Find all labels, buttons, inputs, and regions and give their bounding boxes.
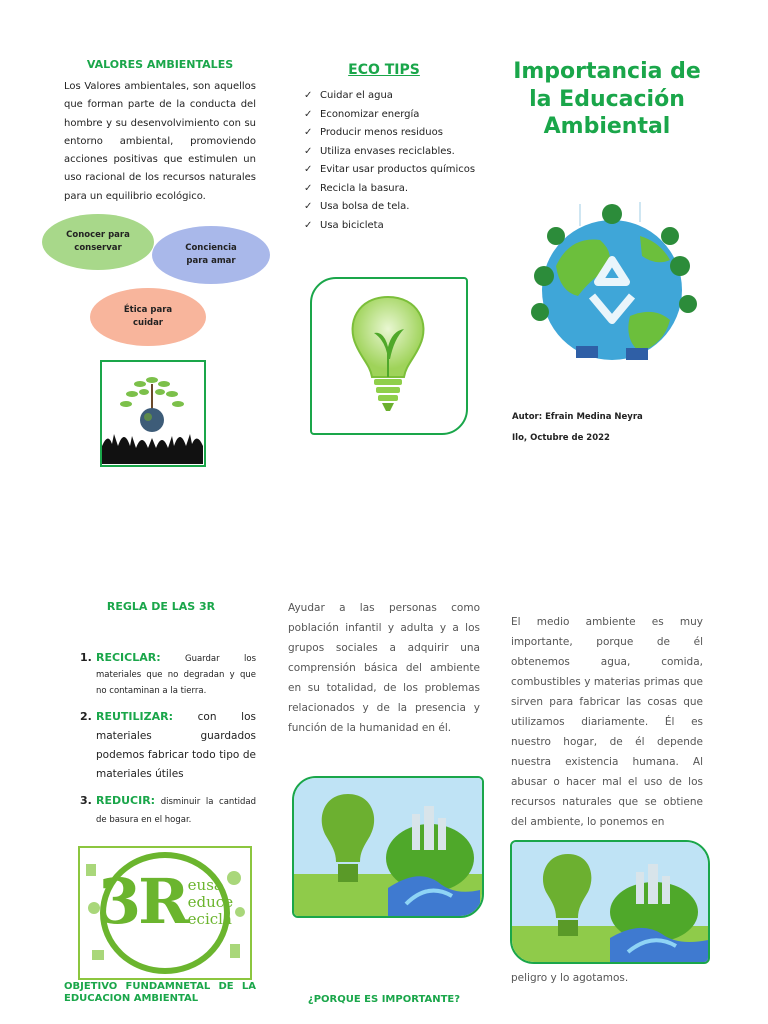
list-item: ✓ Usa bolsa de tela. (304, 198, 494, 217)
check-icon: ✓ (304, 108, 313, 120)
lightbulb-icon (312, 279, 465, 432)
check-icon: ✓ (304, 145, 313, 157)
list-item: 3. REDUCIR: disminuir la cantidad de basura en el hogar. (80, 794, 256, 825)
rule-keyword: RECICLAR: (96, 651, 161, 664)
why-body: El medio ambiente es muy importante, porque de él obtenemos agua, comida, combustibles y materias primas que sirven para fabricar las cosas que utilizamos diariamente. Él es nuestro hogar, de él depende nuestra existencia humana. Al abusar o hacer mal el uso de los recursos naturales que se obtiene del ambiente, lo ponemos en (511, 616, 703, 828)
list-item: 1. RECICLAR: Guardar los materiales que no degradan y que no contaminan a la tierra. (80, 651, 256, 696)
cover-date: Ilo, Octubre de 2022 (512, 433, 610, 443)
why-body-end: peligro y lo agotamos. (511, 972, 629, 984)
objective-title: OBJETIVO FUNDAMNETAL DE LA EDUCACION AMBIENTAL (64, 981, 256, 1004)
list-item: ✓ Recicla la basura. (304, 180, 494, 199)
list-item: ✓ Producir menos residuos (304, 124, 494, 143)
rule-keyword: REDUCIR: (96, 794, 156, 807)
check-icon: ✓ (304, 182, 313, 194)
bulb-world-image-1 (292, 776, 484, 918)
check-icon: ✓ (304, 164, 313, 175)
bulb-world-icon (512, 842, 708, 962)
bubble-conocer-label: Conocer para conservar (66, 230, 130, 253)
list-item: ✓ Evitar usar productos químicos (304, 161, 494, 180)
objective-body: Ayudar a las personas como población infantil y adulta y a los grupos sociales a adquirir una comprensión básica del ambiente en su totalidad, de los problemas relacionados y de la presencia y función de la humanidad en él. (288, 602, 480, 734)
3r-logo-image (78, 846, 252, 980)
list-item: 2. REUTILIZAR: con los materiales guardados podemos fabricar todo tipo de materiales útiles (80, 710, 256, 780)
cover-author: Autor: Efrain Medina Neyra (512, 412, 643, 422)
check-icon: ✓ (304, 127, 313, 138)
list-item: ✓ Economizar energía (304, 106, 494, 125)
rules-list (80, 650, 256, 837)
earth-image (520, 196, 704, 382)
3r-logo-line: educe (187, 892, 234, 911)
bulb-world-image-2 (510, 840, 710, 964)
hands-tree-image (100, 360, 206, 467)
bulb-world-icon (294, 778, 482, 916)
bubble-conciencia-label: Conciencia para amar (185, 243, 237, 266)
3r-logo-line: eusa (187, 875, 223, 894)
3r-logo-big: 3R (98, 865, 187, 938)
bubble-etica (90, 288, 206, 346)
rule-keyword: REUTILIZAR: (96, 710, 173, 723)
cover-title: Importancia de la Educación Ambiental (513, 59, 701, 139)
check-icon: ✓ (304, 219, 313, 231)
list-item: ✓ Usa bicicleta (304, 217, 494, 236)
3r-logo-text (98, 865, 234, 938)
values-body: Los Valores ambientales, son aquellos que forman parte de la conducta del hombre y su desenvolvimiento con su entorno ambiental, promoviendo acciones positivas que estimulen un uso racional de los recursos naturales para un equilibrio ecológico. (64, 81, 256, 202)
bubble-conocer (42, 214, 154, 270)
ecotips-title: ECO TIPS (348, 62, 420, 78)
eco-bulb-image (310, 277, 468, 435)
bubble-etica-label: Ética para cuidar (123, 305, 173, 328)
list-item: ✓ Utiliza envases reciclables. (304, 143, 494, 162)
check-icon: ✓ (304, 201, 313, 212)
bubble-conciencia (152, 226, 270, 284)
check-icon: ✓ (304, 90, 313, 101)
rules-title: REGLA DE LAS 3R (106, 600, 216, 613)
values-title: VALORES AMBIENTALES (86, 58, 234, 71)
3r-logo-line: ecicla (187, 909, 232, 928)
ecotips-list (304, 87, 494, 235)
list-item: ✓ Cuidar el agua (304, 87, 494, 106)
tree-hands-icon (102, 362, 203, 464)
why-title: ¿PORQUE ES IMPORTANTE? (307, 994, 461, 1005)
recycle-earth-icon (520, 196, 704, 382)
